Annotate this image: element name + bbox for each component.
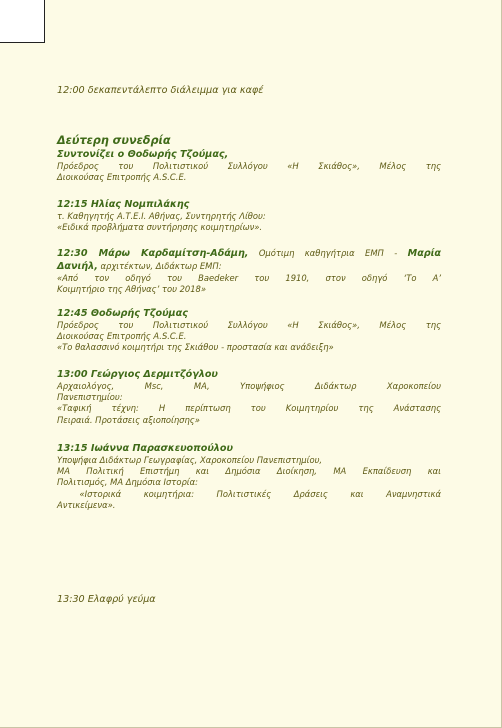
talk-line: «Από τον οδηγό του Baedeker του 1910, στον οδηγό ‘Το Α’ xyxy=(57,273,441,283)
talk-heading-line xyxy=(57,247,441,260)
talk-time-speaker: 13:15 Ιωάννα Παρασκευοπούλου xyxy=(57,443,233,454)
talk-line: Υποψήφια Διδάκτωρ Γεωγραφίας, Χαροκοπείου Πανεπιστημίου, xyxy=(57,455,323,465)
talk-second-speaker-b: Δανιήλ, xyxy=(57,261,98,272)
talk-item xyxy=(57,199,441,233)
talk-item xyxy=(57,247,441,295)
talk-role-2: αρχιτέκτων, Διδάκτωρ ΕΜΠ: xyxy=(97,261,222,271)
moderator-desc-1: Πρόεδρος του Πολιτιστικού Συλλόγου «Η Σκιάθος», Μέλος της xyxy=(57,161,441,171)
session-title: Δεύτερη συνεδρία xyxy=(57,134,171,147)
talk-line: Κοιμητήριο της Αθήνας’ του 2018» xyxy=(57,284,207,295)
coffee-break-item: 12:00 δεκαπεντάλεπτο διάλειμμα για καφέ xyxy=(57,85,264,96)
page-corner-mark xyxy=(0,0,45,43)
moderator-block xyxy=(57,149,441,183)
moderator-line: Συντονίζει ο Θοδωρής Τζούμας, xyxy=(57,149,229,160)
talk-line: Αρχαιολόγος, Msc, MA, Υποψήφιος Διδάκτωρ Χαροκοπείου xyxy=(57,381,441,391)
talk-time-speaker: 12:45 Θοδωρής Τζούμας xyxy=(57,308,188,319)
talk-item xyxy=(57,308,441,354)
talk-item xyxy=(57,369,441,426)
talk-line: «Ταφική τέχνη: Η περίπτωση του Κοιμητηρίου της Ανάστασης xyxy=(57,403,441,414)
talk-line: «Ειδικά προβλήματα συντήρησης κοιμητηρίων». xyxy=(57,222,263,233)
talk-line: «Το θαλασσινό κοιμητήρι της Σκιάθου - προστασία και ανάδειξη» xyxy=(57,342,334,353)
talk-line: Διοικούσας Επιτροπής A.S.C.E. xyxy=(57,331,187,342)
talk-line: ΜΑ Πολιτική Επιστήμη και Δημόσια Διοίκηση, ΜΑ Εκπαίδευση και xyxy=(57,466,441,477)
talk-line: Πρόεδρος του Πολιτιστικού Συλλόγου «Η Σκιάθος», Μέλος της xyxy=(57,320,441,330)
talk-heading-line-2 xyxy=(57,260,441,273)
moderator-desc-2: Διοικούσας Επιτροπής A.S.C.E. xyxy=(57,172,187,183)
talk-line: Πανεπιστημίου: xyxy=(57,392,123,403)
lunch-item: 13:30 Ελαφρύ γεύμα xyxy=(57,594,156,605)
talk-role: Ομότιμη καθηγήτρια ΕΜΠ - xyxy=(248,248,408,258)
talk-line: Πολιτισμός, ΜΑ Δημόσια Ιστορία: xyxy=(57,477,198,488)
talk-line: τ. Καθηγητής Α.Τ.Ε.Ι. Αθήνας, Συντηρητής Λίθου: xyxy=(57,211,266,221)
talk-line: Πειραιά. Προτάσεις αξιοποίησης» xyxy=(57,414,200,425)
talk-line: «Ιστορικά κοιμητήρια: Πολιτιστικές Δράσεις και Αναμνηστικά xyxy=(57,488,441,499)
talk-line: Αντικείμενα». xyxy=(57,499,116,510)
talk-item xyxy=(57,443,441,511)
talk-time-speaker: 12:30 Μάρω Καρδαμίτση-Αδάμη, xyxy=(57,248,249,259)
talk-time-speaker: 13:00 Γεώργιος Δερμιτζόγλου xyxy=(57,369,218,380)
talk-second-speaker-a: Μαρία xyxy=(407,248,441,259)
talk-time-speaker: 12:15 Ηλίας Νομπιλάκης xyxy=(57,199,190,210)
